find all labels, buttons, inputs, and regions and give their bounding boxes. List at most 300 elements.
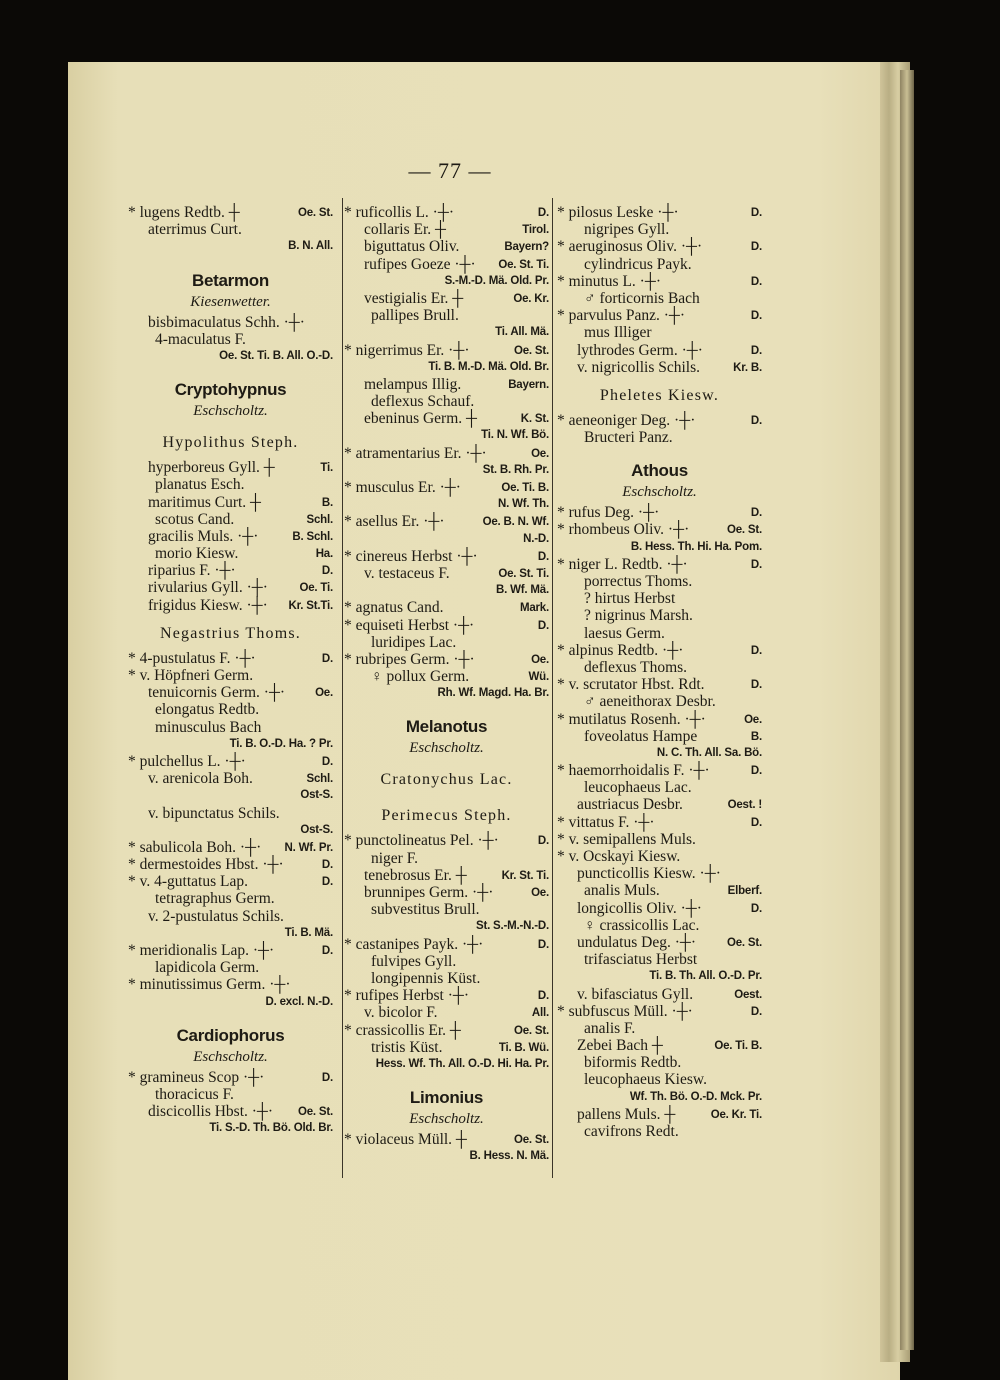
species-name: * v. semipallens Muls. [557, 830, 696, 848]
species-entry [128, 856, 333, 873]
species-name: * v. scrutator Hbst. Rdt. [557, 676, 705, 694]
species-name: * sabulicola Boh. ·┼· [128, 838, 262, 856]
species-entry [557, 779, 762, 796]
distribution-label: Oe. St. [513, 1134, 549, 1147]
distribution-label: Oe. B. N. Wf. [482, 516, 549, 529]
distribution-label: D. [537, 938, 549, 951]
species-name: analis F. [584, 1019, 636, 1037]
species-entry [557, 221, 762, 238]
species-entry [557, 590, 762, 607]
species-entry [557, 917, 762, 934]
species-name: nigripes Gyll. [584, 221, 670, 239]
distribution-label: D. [537, 835, 549, 848]
species-entry [128, 701, 333, 718]
subgenus-heading: Negastrius Thoms. [160, 624, 301, 642]
species-entry [128, 221, 333, 238]
species-name: tenebrosus Er. ┼ [364, 866, 467, 884]
species-name: v. bifasciatus Gyll. [577, 985, 694, 1003]
genus-author: Eschscholtz. [409, 1111, 484, 1128]
genus-heading: Melanotus [405, 717, 488, 737]
distribution-label: D. [321, 652, 333, 665]
species-entry [344, 221, 549, 238]
species-entry [557, 625, 762, 642]
species-entry [557, 642, 762, 659]
distribution-label: Ti. B. Wü. [498, 1041, 549, 1054]
page-edge-dark [900, 70, 914, 1350]
species-name: analis Muls. [584, 882, 660, 900]
species-entry [557, 796, 762, 813]
distribution-label: Schl. [306, 773, 333, 786]
species-entry [344, 410, 549, 427]
distribution-label: B. [750, 730, 762, 743]
distribution-line: Ti. B. M.-D. Mä. Old. Br. [428, 360, 549, 373]
species-entry [557, 831, 762, 848]
species-name: laesus Germ. [584, 624, 665, 642]
species-entry [557, 676, 762, 693]
species-name: * mutilatus Rosenh. ·┼· [557, 710, 706, 728]
distribution-line: B. N. All. [288, 240, 333, 253]
species-entry [128, 314, 333, 331]
species-entry [128, 684, 333, 701]
species-name: * niger L. Redtb. ·┼· [557, 555, 688, 573]
species-name: * meridionalis Lap. ·┼· [128, 942, 275, 959]
species-entry [557, 1003, 762, 1020]
species-entry [557, 521, 762, 538]
distribution-label: D. [750, 902, 762, 915]
distribution-label: D. [537, 619, 549, 632]
species-name: subvestitus Brull. [371, 901, 480, 919]
species-entry [128, 770, 333, 787]
distribution-label: Oe. St. Ti. [498, 258, 549, 271]
species-entry [557, 900, 762, 917]
species-entry [128, 476, 333, 493]
species-entry [557, 238, 762, 255]
distribution-label: Oe. St. Ti. [498, 567, 549, 580]
species-entry [128, 331, 333, 348]
species-name: * minutus L. ·┼· [557, 272, 661, 290]
distribution-label: D. [321, 945, 333, 957]
species-name: niger F. [371, 849, 418, 867]
species-name: v. bicolor F. [364, 1004, 438, 1022]
species-entry [557, 693, 762, 710]
distribution-label: Oe. St. [513, 1024, 549, 1037]
species-entry [128, 1103, 333, 1120]
species-name: tetragraphus Germ. [155, 890, 275, 908]
species-name: Zebei Bach ┼ [577, 1037, 663, 1055]
species-entry [344, 668, 549, 685]
species-entry [557, 659, 762, 676]
species-entry [557, 273, 762, 290]
species-entry [128, 959, 333, 976]
genus-author: Eschscholtz. [193, 1048, 268, 1065]
species-name: mus Illiger [584, 324, 652, 342]
species-entry [128, 562, 333, 579]
species-entry [557, 307, 762, 324]
distribution-label: D. [750, 507, 762, 520]
species-name: v. 2-pustulatus Schils. [148, 907, 284, 925]
genus-heading: Cryptohypnus [174, 380, 287, 400]
genus-heading: Athous [631, 461, 688, 481]
species-entry [557, 1071, 762, 1088]
species-name: * v. 4-guttatus Lap. [128, 873, 248, 891]
species-entry [557, 711, 762, 728]
species-entry [557, 1106, 762, 1123]
species-name: * parvulus Panz. ·┼· [557, 307, 686, 325]
species-name: * alpinus Redtb. ·┼· [557, 641, 684, 659]
species-name: biformis Redtb. [584, 1054, 682, 1072]
species-entry [344, 901, 549, 918]
species-entry [128, 942, 333, 959]
distribution-line: Ti. B. Mä. [284, 926, 333, 939]
species-name: elongatus Redtb. [155, 701, 260, 719]
distribution-line: St. B. Rh. Pr. [482, 463, 549, 476]
species-name: ♀ crassicollis Lac. [584, 916, 700, 934]
distribution-line: Hess. Wf. Th. All. O.-D. Hi. Ha. Pr. [375, 1057, 549, 1070]
species-entry [128, 805, 333, 822]
distribution-label: Oest. [734, 988, 762, 1001]
species-entry [557, 324, 762, 341]
species-name: * minutissimus Germ. ·┼· [128, 976, 291, 994]
subgenus-heading: Cratonychus Lac. [380, 771, 513, 789]
distribution-label: Oe. Ti. [299, 582, 333, 595]
genus-heading: Betarmon [192, 270, 269, 290]
species-entry [557, 762, 762, 779]
species-entry [128, 873, 333, 890]
species-name: * nigerrimus Er. ·┼· [344, 341, 470, 359]
distribution-line: Ti. B. Th. All. O.-D. Pr. [649, 970, 762, 983]
species-name: tristis Küst. [371, 1038, 443, 1056]
species-name: melampus Illig. [364, 375, 462, 393]
species-entry [344, 479, 549, 496]
species-name: fulvipes Gyll. [371, 952, 457, 970]
species-name: * atramentarius Er. ·┼· [344, 444, 487, 462]
distribution-line: Oe. St. Ti. B. All. O.-D. [219, 349, 333, 362]
species-entry [128, 667, 333, 684]
species-entry [128, 753, 333, 770]
species-name: * castanipes Payk. ·┼· [344, 935, 484, 953]
species-entry [557, 728, 762, 745]
species-entry [128, 494, 333, 511]
species-entry [128, 650, 333, 667]
species-entry [128, 204, 333, 221]
species-name: * 4-pustulatus F. ·┼· [128, 649, 256, 667]
species-name: maritimus Curt. ┼ [148, 493, 262, 511]
species-entry [128, 528, 333, 545]
species-name: lythrodes Germ. ·┼· [577, 341, 703, 359]
species-entry [557, 986, 762, 1003]
distribution-line: B. Hess. N. Mä. [469, 1150, 549, 1163]
species-name: gracilis Muls. ·┼· [148, 527, 259, 545]
species-name: * asellus Er. ·┼· [344, 513, 445, 531]
species-entry [344, 884, 549, 901]
species-entry [344, 832, 549, 849]
species-entry [128, 890, 333, 907]
distribution-line: Ti. B. O.-D. Ha. ? Pr. [229, 737, 333, 750]
genus-author: Eschscholtz. [193, 403, 268, 420]
species-name: ♂ aeneithorax Desbr. [584, 693, 716, 711]
species-name: hyperboreus Gyll. ┼ [148, 459, 275, 477]
distribution-line: Ti. All. Mä. [495, 326, 549, 339]
species-entry [344, 290, 549, 307]
species-name: cavifrons Redt. [584, 1123, 679, 1140]
species-entry [344, 651, 549, 668]
distribution-label: N. Wf. Pr. [284, 841, 333, 854]
distribution-label: Oe. [531, 887, 549, 899]
distribution-label: Oe. [315, 687, 333, 700]
distribution-line: Ost-S. [300, 823, 333, 836]
species-name: ♀ pollux Germ. [371, 668, 470, 686]
species-name: * rufipes Herbst ·┼· [344, 987, 470, 1005]
page-number: — 77 — [408, 158, 492, 183]
species-entry [557, 204, 762, 221]
distribution-label: Oe. St. [297, 207, 333, 219]
distribution-label: Oe. Kr. [513, 292, 549, 305]
species-name: * haemorrhoidalis F. ·┼· [557, 762, 710, 780]
distribution-label: D. [321, 565, 333, 578]
distribution-label: All. [531, 1007, 549, 1020]
species-entry [128, 1086, 333, 1103]
species-entry [128, 908, 333, 925]
species-entry [557, 504, 762, 521]
species-entry [557, 256, 762, 273]
species-entry [344, 376, 549, 393]
distribution-label: B. Schl. [292, 530, 333, 543]
species-name: * violaceus Müll. ┼ [344, 1131, 467, 1149]
species-name: * ruficollis L. ·┼· [344, 204, 454, 221]
distribution-label: D. [750, 207, 762, 219]
species-entry [557, 359, 762, 376]
distribution-line: N.-D. [523, 532, 549, 545]
subgenus-heading: Pheletes Kiesw. [599, 386, 720, 404]
species-entry [344, 565, 549, 582]
distribution-label: D. [321, 755, 333, 768]
species-name: * cinereus Herbst ·┼· [344, 547, 478, 565]
species-name: * rhombeus Oliv. ·┼· [557, 521, 690, 539]
species-entry [344, 936, 549, 953]
species-name: ebeninus Germ. ┼ [364, 410, 477, 428]
genus-author: Eschscholtz. [622, 484, 697, 501]
column-right [557, 204, 762, 1140]
distribution-label: K. St. [520, 413, 549, 426]
distribution-label: D. [750, 679, 762, 692]
species-name: v. arenicola Boh. [148, 770, 253, 788]
species-entry [344, 204, 549, 221]
species-name: tenuicornis Germ. ·┼· [148, 684, 286, 702]
species-entry [344, 634, 549, 651]
distribution-label: D. [750, 275, 762, 288]
distribution-label: Oe. St. [726, 936, 762, 949]
species-name: foveolatus Hampe [584, 727, 698, 745]
distribution-label: D. [750, 644, 762, 657]
species-entry [128, 976, 333, 993]
species-name: ♂ forticornis Bach [584, 289, 700, 307]
distribution-label: D. [750, 558, 762, 571]
genus-author: Kiesenwetter. [190, 293, 271, 310]
distribution-label: Oe. Kr. Ti. [710, 1108, 762, 1121]
distribution-label: Tirol. [522, 224, 549, 237]
distribution-line: D. excl. N.-D. [265, 995, 333, 1008]
species-name: * dermestoides Hbst. ·┼· [128, 856, 284, 874]
species-name: * subfuscus Müll. ·┼· [557, 1002, 693, 1020]
distribution-label: Oe. [531, 653, 549, 666]
species-entry [344, 953, 549, 970]
species-name: * pilosus Leske ·┼· [557, 204, 679, 221]
distribution-label: Ti. [320, 462, 333, 475]
species-entry [557, 342, 762, 359]
species-name: riparius F. ·┼· [148, 562, 236, 580]
species-entry [128, 839, 333, 856]
species-entry [344, 867, 549, 884]
species-name: porrectus Thoms. [584, 573, 693, 590]
species-entry [557, 573, 762, 590]
distribution-line: Ost-S. [300, 789, 333, 802]
species-entry [557, 814, 762, 831]
species-entry [128, 579, 333, 596]
species-entry [344, 1022, 549, 1039]
distribution-label: D. [750, 241, 762, 254]
species-name: cylindricus Payk. [584, 255, 692, 273]
distribution-line: Wf. Th. Bö. O.-D. Mck. Pr. [629, 1090, 762, 1103]
species-entry [344, 307, 549, 324]
distribution-label: Oe. St. [726, 524, 762, 537]
subgenus-heading: Hypolithus Steph. [162, 434, 299, 452]
distribution-label: D. [537, 990, 549, 1003]
species-name: * equiseti Herbst ·┼· [344, 616, 475, 634]
species-entry [557, 607, 762, 624]
species-name: luridipes Lac. [371, 633, 457, 651]
species-entry [344, 1004, 549, 1021]
species-name: discicollis Hbst. ·┼· [148, 1103, 274, 1121]
species-entry [128, 459, 333, 476]
species-entry [128, 511, 333, 528]
species-name: * lugens Redtb. ┼ [128, 204, 240, 221]
column-divider-left [342, 198, 343, 1178]
species-name: collaris Er. ┼ [364, 221, 447, 239]
column-middle [344, 204, 549, 1165]
distribution-line: S.-M.-D. Mä. Old. Pr. [444, 274, 549, 287]
distribution-label: Oe. St. [513, 344, 549, 357]
species-name: puncticollis Kiesw. ·┼· [577, 865, 721, 883]
species-entry [557, 1020, 762, 1037]
species-name: leucophaeus Lac. [584, 779, 692, 797]
species-name: rivularius Gyll. ·┼· [148, 579, 268, 597]
species-name: * pulchellus L. ·┼· [128, 752, 246, 770]
distribution-label: Kr. St. Ti. [501, 869, 549, 882]
species-name: * rubripes Germ. ·┼· [344, 650, 475, 668]
distribution-label: Oe. [744, 713, 762, 726]
species-entry [557, 1123, 762, 1140]
species-entry [344, 393, 549, 410]
genus-heading: Limonius [409, 1088, 484, 1108]
distribution-label: B. [321, 496, 333, 509]
species-name: * aeruginosus Oliv. ·┼· [557, 238, 703, 256]
species-name: scotus Cand. [155, 510, 235, 528]
distribution-label: Bayern? [504, 241, 549, 254]
species-name: * aeneoniger Deg. ·┼· [557, 411, 696, 429]
distribution-label: Oe. St. [297, 1106, 333, 1119]
species-entry [557, 865, 762, 882]
species-name: undulatus Deg. ·┼· [577, 933, 697, 951]
distribution-line: B. Hess. Th. Hi. Ha. Pom. [630, 540, 762, 553]
column-left [128, 204, 333, 1138]
species-name: morio Kiesw. [155, 545, 239, 563]
species-name: * vittatus F. ·┼· [557, 813, 655, 831]
species-entry [344, 850, 549, 867]
species-name: aterrimus Curt. [148, 221, 242, 239]
distribution-label: Oe. Ti. B. [501, 482, 549, 494]
species-entry [344, 1039, 549, 1056]
distribution-line: N. C. Th. All. Sa. Bö. [656, 746, 762, 759]
species-entry [344, 445, 549, 462]
distribution-label: D. [321, 859, 333, 872]
species-name: trifasciatus Herbst [584, 951, 698, 969]
species-name: deflexus Thoms. [584, 658, 688, 676]
species-name: longicollis Oliv. ·┼· [577, 899, 702, 917]
species-entry [344, 617, 549, 634]
species-name: * crassicollis Er. ┼ [344, 1021, 461, 1039]
distribution-label: D. [321, 876, 333, 889]
species-entry [344, 548, 549, 565]
species-name: Bructeri Panz. [584, 429, 673, 447]
distribution-label: Oest. ! [727, 799, 762, 812]
species-entry [128, 597, 333, 614]
species-name: brunnipes Germ. ·┼· [364, 884, 494, 901]
species-name: deflexus Schauf. [371, 393, 475, 411]
distribution-label: Schl. [306, 513, 333, 526]
distribution-label: Elberf. [727, 885, 762, 898]
species-name: frigidus Kiesw. ·┼· [148, 596, 268, 614]
species-name: planatus Esch. [155, 476, 245, 494]
species-name: v. bipunctatus Schils. [148, 804, 280, 822]
species-entry [128, 545, 333, 562]
species-name: thoracicus F. [155, 1085, 234, 1103]
species-name: minusculus Bach [155, 718, 262, 736]
species-entry [557, 429, 762, 446]
species-name: * v. Ocskayi Kiesw. [557, 848, 681, 865]
species-name: * rufus Deg. ·┼· [557, 504, 660, 522]
species-entry [557, 412, 762, 429]
distribution-label: D. [750, 310, 762, 323]
species-entry [557, 556, 762, 573]
species-name: ? nigrinus Marsh. [584, 607, 693, 625]
species-entry [344, 970, 549, 987]
genus-heading: Cardiophorus [176, 1025, 285, 1045]
species-name: * musculus Er. ·┼· [344, 479, 461, 496]
species-entry [344, 987, 549, 1004]
column-divider-right [552, 198, 553, 1178]
distribution-label: Kr. B. [733, 361, 762, 374]
species-name: ? hirtus Herbst [584, 590, 676, 608]
distribution-label: D. [321, 1071, 333, 1084]
distribution-label: D. [750, 1005, 762, 1018]
distribution-label: Wü. [528, 671, 549, 684]
distribution-label: D. [750, 344, 762, 357]
species-name: austriacus Desbr. [577, 796, 683, 814]
species-entry [344, 238, 549, 255]
species-entry [557, 951, 762, 968]
species-name: v. nigricollis Schils. [577, 358, 700, 376]
distribution-label: Bayern. [508, 378, 549, 391]
species-entry [557, 1054, 762, 1071]
species-name: biguttatus Oliv. [364, 238, 460, 256]
distribution-line: Ti. N. Wf. Bö. [481, 429, 549, 442]
species-name: bisbimaculatus Schh. ·┼· [148, 313, 305, 331]
species-name: v. testaceus F. [364, 564, 450, 582]
distribution-label: D. [537, 207, 549, 219]
species-name: leucophaeus Kiesw. [584, 1071, 707, 1089]
distribution-label: Oe. [531, 447, 549, 460]
distribution-line: Ti. S.-D. Th. Bö. Old. Br. [209, 1122, 333, 1135]
